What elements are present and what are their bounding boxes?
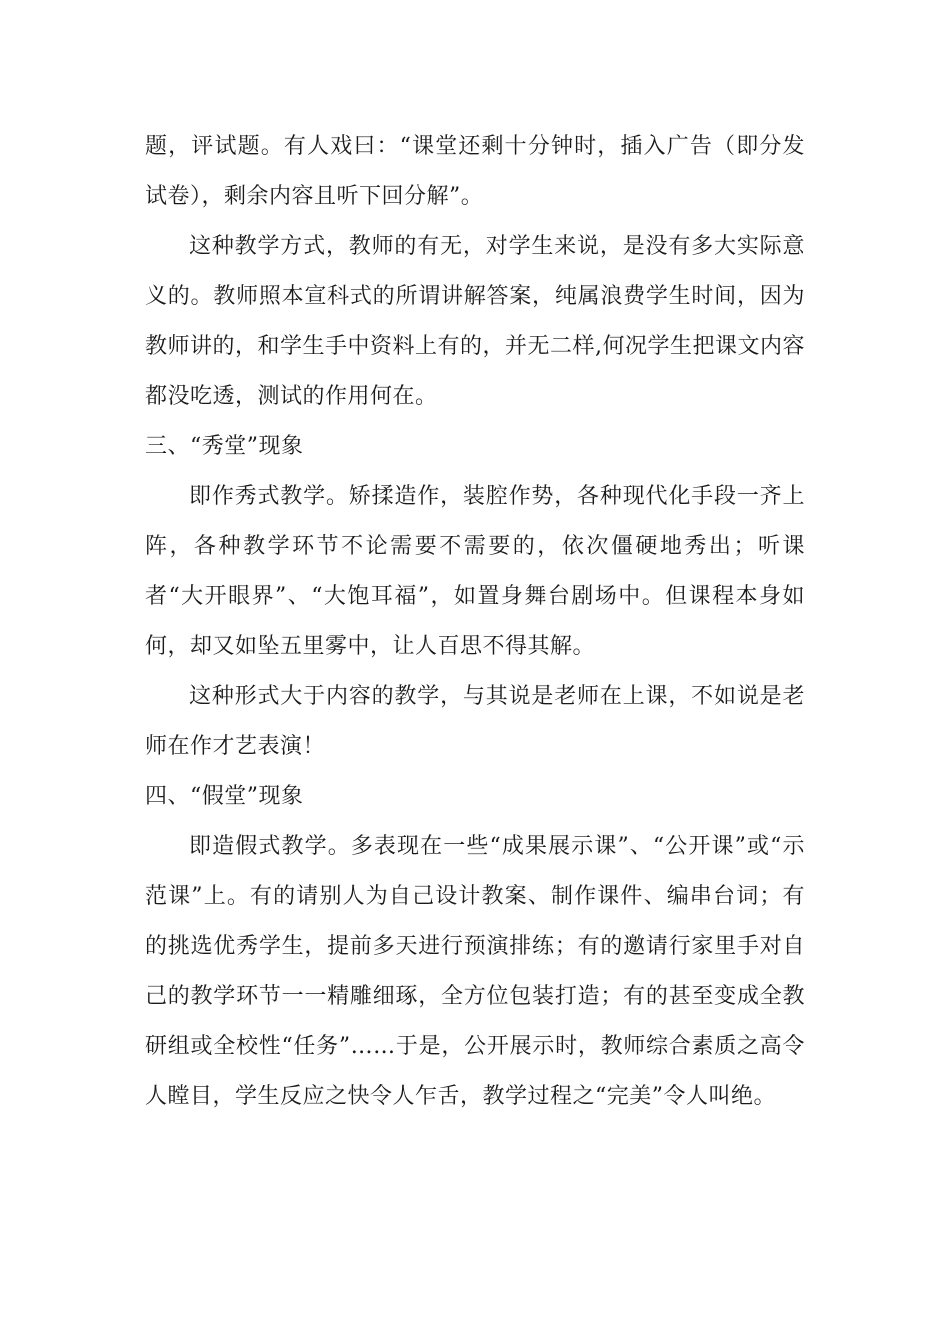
section-heading-fake-class: 四、“假堂”现象 [145, 784, 304, 809]
paragraph-form-over-content: 这种形式大于内容的教学，与其说是老师在上课，不如说是老师在作才艺表演！ [145, 684, 805, 759]
document-body [145, 122, 805, 1122]
paragraph-show-teaching: 即作秀式教学。矫揉造作，装腔作势，各种现代化手段一齐上阵，各种教学环节不论需要不需要的，依次僵硬地秀出；听课者“大开眼界”、“大饱耳福”，如置身舞台剧场中。但课程本身如何，却又如坠五里雾中，让人百思不得其解。 [145, 484, 805, 659]
section-heading-show-class: 三、“秀堂”现象 [145, 434, 304, 459]
paragraph-teaching-method: 这种教学方式，教师的有无，对学生来说，是没有多大实际意义的。教师照本宣科式的所谓讲解答案，纯属浪费学生时间，因为教师讲的，和学生手中资料上有的，并无二样,何况学生把课文内容都没吃透，测试的作用何在。 [145, 234, 805, 409]
paragraph-continued: 题，评试题。有人戏曰：“课堂还剩十分钟时，插入广告（即分发试卷），剩余内容且听下回分解”。 [145, 134, 805, 209]
paragraph-fake-teaching: 即造假式教学。多表现在一些“成果展示课”、“公开课”或“示范课”上。有的请别人为自己设计教案、制作课件、编串台词；有的挑选优秀学生，提前多天进行预演排练；有的邀请行家里手对自己的教学环节一一精雕细琢，全方位包装打造；有的甚至变成全教研组或全校性“任务”……于是，公开展示时，教师综合素质之高令人瞠目，学生反应之快令人乍舌，教学过程之“完美”令人叫绝。 [145, 834, 805, 1109]
